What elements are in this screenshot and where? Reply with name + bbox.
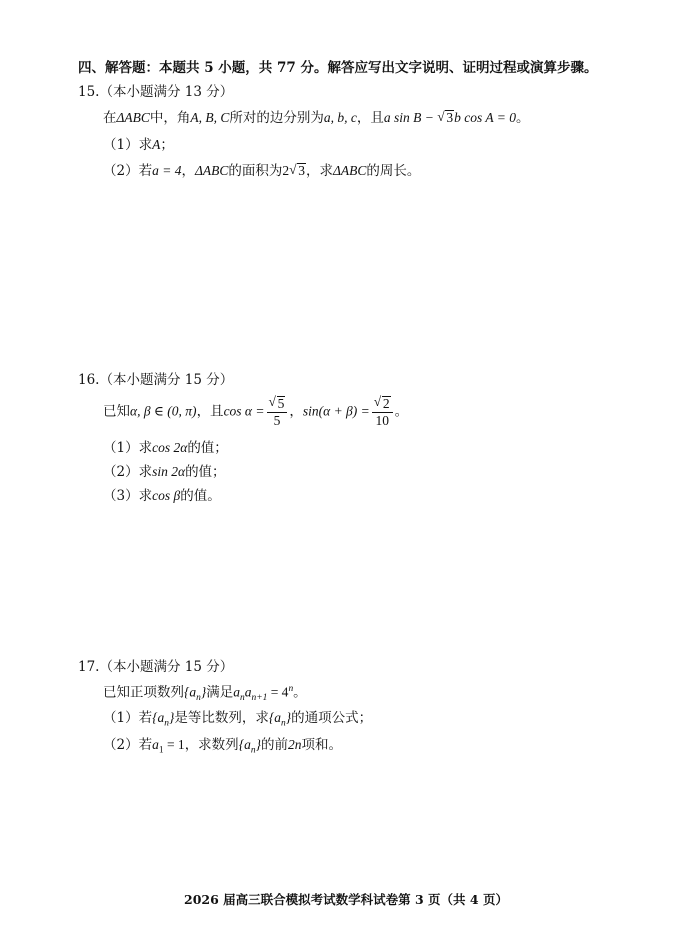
q17-eq-sup: n xyxy=(288,684,294,694)
q16-part3 xyxy=(103,488,221,504)
q17-part1-text: 是等比数列，求 xyxy=(174,710,269,726)
q16-cos-fraction xyxy=(267,396,288,428)
q16-part2-expr: sin 2α xyxy=(152,464,186,479)
q16-part2 xyxy=(103,464,226,480)
q17-header: 17.（本小题满分 15 分） xyxy=(78,659,234,675)
q16-part3-expr: cos β xyxy=(152,488,181,503)
q15-part1-var: A xyxy=(152,137,161,152)
q17-stem xyxy=(103,684,307,705)
q15-stem-text: 中，角 xyxy=(149,110,191,126)
q15-triangle: ΔABC xyxy=(116,110,150,125)
q17-eq-sub: n xyxy=(240,693,245,704)
q15-part2-cond: a = 4 xyxy=(152,163,182,178)
q16-sin-denominator: 10 xyxy=(375,412,389,428)
q17-part1-seq-sub: n xyxy=(164,718,169,729)
q15-part2-triangle: ΔABC xyxy=(332,163,367,178)
q16-sin-fraction xyxy=(372,396,393,428)
q17-seq: } xyxy=(200,684,207,700)
q17-part2-seq-sub: n xyxy=(250,745,256,756)
q16-sin-numerator: 2 xyxy=(382,396,390,411)
q16-stem-text: 已知 xyxy=(103,403,130,420)
q17-part1-end: 的通项公式； xyxy=(291,710,373,726)
q17-part2-cond: = 1 xyxy=(163,737,185,752)
q17-seq: {a xyxy=(184,684,197,700)
q17-part2-text: 的前 xyxy=(260,737,288,753)
q16-part3-end: 的值。 xyxy=(180,488,221,504)
q15-part2-text: 的周长。 xyxy=(366,163,421,179)
section-heading: 四、解答题：本题共 5 小题，共 77 分。解答应写出文字说明、证明过程或演算步骤。 xyxy=(78,60,598,76)
q17-eq-sub: n+1 xyxy=(251,693,268,704)
q17-eq: = 4 xyxy=(267,684,289,700)
q15-part2-sqrt-radicand: 3 xyxy=(298,163,305,178)
q15-stem xyxy=(103,110,530,126)
q16-stem-text: ，且 xyxy=(196,403,224,420)
q15-equation: b cos A = 0 xyxy=(454,110,517,125)
q15-sides: a, b, c xyxy=(323,110,357,125)
q15-part1-end: ； xyxy=(160,137,174,153)
q16-stem xyxy=(103,396,408,428)
q16-part1-expr: cos 2α xyxy=(152,440,188,455)
q16-cos-expr: cos α = xyxy=(223,403,265,419)
q17-part1 xyxy=(103,710,372,730)
q17-part2-seq: {a xyxy=(238,737,251,752)
q15-sqrt xyxy=(437,110,454,126)
q16-part3-label: （3）求 xyxy=(103,488,153,504)
q16-cos-denominator: 5 xyxy=(273,412,281,428)
q17-eq: a xyxy=(244,684,252,700)
q15-part1 xyxy=(103,137,174,153)
q16-part1-label: （1）求 xyxy=(103,440,153,456)
q17-part2-text: ，求数列 xyxy=(184,737,239,753)
q15-equation: a sin B − xyxy=(383,110,438,125)
q15-stem-text: 。 xyxy=(516,110,530,126)
q15-part2-triangle: ΔABC xyxy=(194,163,229,178)
q16-part1-end: 的值； xyxy=(187,440,228,456)
q17-seq-sub: n xyxy=(196,693,201,704)
q16-condition: α, β ∈ (0, π) xyxy=(130,403,197,419)
q15-stem-text: 所对的边分别为 xyxy=(229,110,324,126)
q15-part2-area: 2 xyxy=(282,163,290,178)
q16-part1 xyxy=(103,440,228,456)
q17-part2-end: 项和。 xyxy=(301,737,342,753)
q17-part1-seq-sub: n xyxy=(281,718,286,729)
q17-stem-text: 满足 xyxy=(206,684,234,701)
q17-part1-seq: {a xyxy=(268,710,282,725)
q17-part2-2n: 2n xyxy=(287,737,302,752)
q17-part2-cond: a xyxy=(152,737,159,752)
q15-stem-text: 在 xyxy=(103,110,117,126)
q15-stem-text: ，且 xyxy=(356,110,384,126)
q17-part1-seq: } xyxy=(285,710,292,725)
q15-part2-label: （2）若 xyxy=(103,163,153,179)
q17-part1-label: （1）若 xyxy=(103,710,153,726)
q17-stem-text: 。 xyxy=(293,684,307,701)
q15-header: 15.（本小题满分 13 分） xyxy=(78,84,234,100)
q15-part2 xyxy=(103,163,420,179)
q15-angles: A, B, C xyxy=(190,110,230,125)
q16-part2-end: 的值； xyxy=(185,464,226,480)
q17-part1-seq: } xyxy=(168,710,175,725)
q15-part2-text: ，求 xyxy=(305,163,333,179)
q17-part2-label: （2）若 xyxy=(103,737,153,753)
q17-part2 xyxy=(103,737,342,757)
q16-sin-expr: sin(α + β) = xyxy=(302,403,370,419)
q15-part2-sqrt xyxy=(289,163,306,179)
q16-cos-numerator: 5 xyxy=(277,396,285,411)
q17-stem-text: 已知正项数列 xyxy=(103,684,184,701)
q16-header: 16.（本小题满分 15 分） xyxy=(78,372,234,388)
q17-part2-cond-sub: 1 xyxy=(158,745,164,756)
q15-part2-text: 的面积为 xyxy=(228,163,283,179)
q16-stem-text: 。 xyxy=(394,403,409,420)
q15-part1-label: （1）求 xyxy=(103,137,153,153)
q15-part2-text: ， xyxy=(181,163,195,179)
q16-part2-label: （2）求 xyxy=(103,464,153,480)
q15-sqrt-radicand: 3 xyxy=(446,110,454,125)
q17-part1-seq: {a xyxy=(152,710,165,725)
q17-eq: a xyxy=(233,684,241,700)
page-footer: 2026 届高三联合模拟考试数学科试卷第 3 页（共 4 页） xyxy=(184,892,508,907)
q16-stem-text: ， xyxy=(289,403,303,420)
q17-part2-seq: } xyxy=(255,737,261,752)
